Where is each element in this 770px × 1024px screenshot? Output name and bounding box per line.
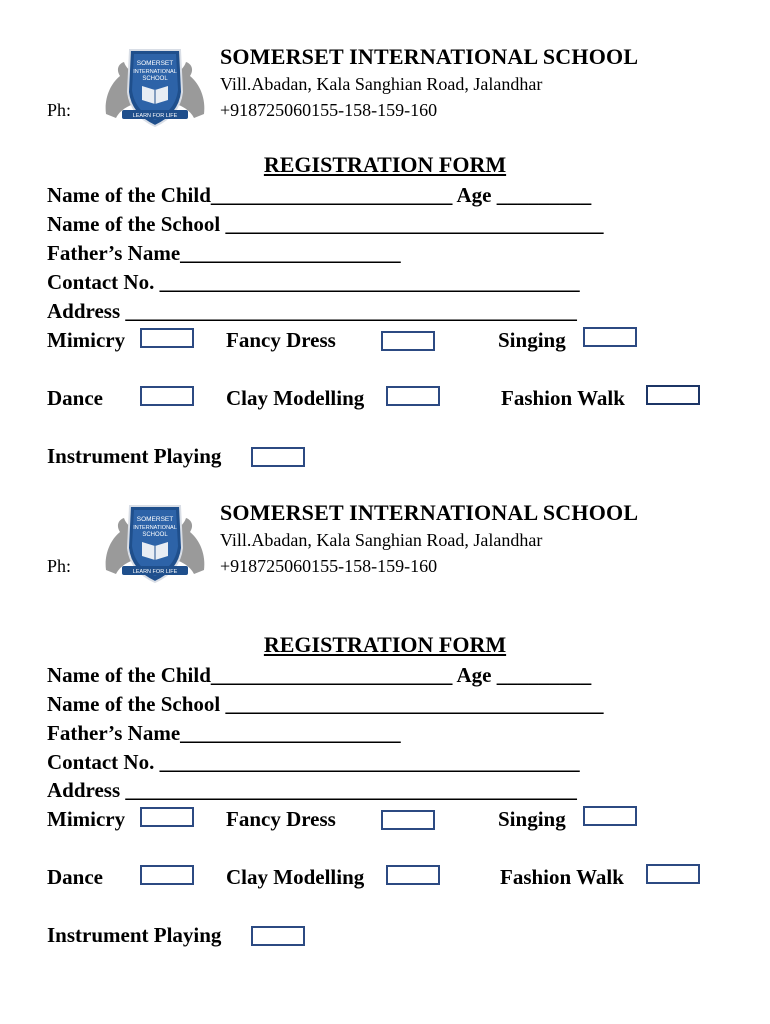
address-field[interactable]: Address ___________________________________________ — [47, 778, 577, 802]
school-phone: +918725060155-158-159-160 — [220, 100, 438, 120]
singing-label: Singing — [498, 328, 566, 352]
child-name-age-field[interactable]: Name of the Child_______________________ Age _________ — [47, 183, 592, 207]
clay-modelling-checkbox[interactable] — [386, 865, 440, 885]
fashion-walk-label: Fashion Walk — [501, 386, 625, 410]
school-name-field[interactable]: Name of the School ____________________________________ — [47, 692, 604, 716]
svg-text:LEARN FOR LIFE: LEARN FOR LIFE — [132, 569, 178, 575]
mimicry-label: Mimicry — [47, 328, 126, 352]
clay-modelling-checkbox[interactable] — [386, 386, 440, 406]
singing-checkbox[interactable] — [583, 327, 637, 347]
mimicry-checkbox[interactable] — [140, 328, 194, 348]
child-name-age-field[interactable]: Name of the Child_______________________ Age _________ — [47, 663, 592, 687]
school-address: Vill.Abadan, Kala Sanghian Road, Jalandhar — [220, 530, 543, 550]
svg-text:SOMERSET: SOMERSET — [136, 516, 174, 523]
instrument-playing-label: Instrument Playing — [47, 444, 222, 468]
clay-modelling-label: Clay Modelling — [226, 386, 365, 410]
svg-text:INTERNATIONAL: INTERNATIONAL — [133, 525, 177, 531]
fancy-dress-checkbox[interactable] — [381, 331, 435, 351]
school-name-field[interactable]: Name of the School ____________________________________ — [47, 212, 604, 236]
svg-text:SCHOOL: SCHOOL — [142, 76, 168, 82]
dance-label: Dance — [47, 865, 103, 889]
phone-label: Ph: — [47, 100, 72, 120]
school-address: Vill.Abadan, Kala Sanghian Road, Jalandhar — [220, 74, 543, 94]
school-name: SOMERSET INTERNATIONAL SCHOOL — [220, 44, 639, 69]
school-logo — [100, 500, 210, 586]
singing-label: Singing — [498, 807, 566, 831]
singing-checkbox[interactable] — [583, 806, 637, 826]
form-title: REGISTRATION FORM — [263, 632, 507, 657]
registration-form-2 — [0, 480, 770, 960]
dance-checkbox[interactable] — [140, 386, 194, 406]
fancy-dress-label: Fancy Dress — [226, 807, 336, 831]
school-logo — [100, 44, 210, 130]
svg-text:SOMERSET: SOMERSET — [136, 60, 174, 67]
dance-label: Dance — [47, 386, 103, 410]
school-name: SOMERSET INTERNATIONAL SCHOOL — [220, 500, 639, 525]
mimicry-label: Mimicry — [47, 807, 126, 831]
phone-label: Ph: — [47, 556, 72, 576]
clay-modelling-label: Clay Modelling — [226, 865, 365, 889]
instrument-playing-checkbox[interactable] — [251, 447, 305, 467]
instrument-playing-label: Instrument Playing — [47, 923, 222, 947]
svg-text:INTERNATIONAL: INTERNATIONAL — [133, 69, 177, 75]
contact-field[interactable]: Contact No. ________________________________________ — [47, 270, 580, 294]
instrument-playing-checkbox[interactable] — [251, 926, 305, 946]
fashion-walk-label: Fashion Walk — [500, 865, 624, 889]
svg-text:LEARN FOR LIFE: LEARN FOR LIFE — [132, 113, 178, 119]
school-phone: +918725060155-158-159-160 — [220, 556, 438, 576]
registration-form-1 — [0, 0, 770, 480]
contact-field[interactable]: Contact No. ________________________________________ — [47, 750, 580, 774]
fashion-walk-checkbox[interactable] — [646, 864, 700, 884]
fashion-walk-checkbox[interactable] — [646, 385, 700, 405]
address-field[interactable]: Address ___________________________________________ — [47, 299, 577, 323]
form-title: REGISTRATION FORM — [263, 152, 507, 177]
fancy-dress-checkbox[interactable] — [381, 810, 435, 830]
fancy-dress-label: Fancy Dress — [226, 328, 336, 352]
dance-checkbox[interactable] — [140, 865, 194, 885]
father-name-field[interactable]: Father’s Name_____________________ — [47, 241, 401, 265]
father-name-field[interactable]: Father’s Name_____________________ — [47, 721, 401, 745]
mimicry-checkbox[interactable] — [140, 807, 194, 827]
svg-text:SCHOOL: SCHOOL — [142, 532, 168, 538]
